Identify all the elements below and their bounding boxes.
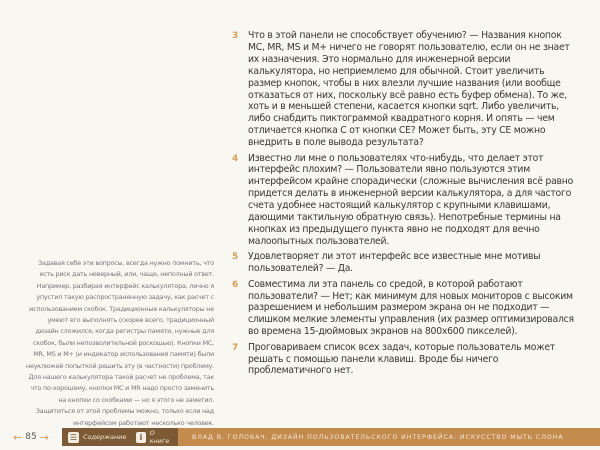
- item-number: 6: [232, 279, 239, 290]
- list-item: [232, 342, 577, 378]
- item-number: 3: [232, 31, 239, 41]
- footer-bar: [0, 428, 600, 446]
- list-item: [232, 251, 577, 275]
- item-text: Совместима ли эта панель со средой, в которой работают пользователи? — Нет; как минимум для новых мониторов с высоким разрешением и небольшим размером экрана он не подходит — слишком мелкие элементы управления (их размер оптимизировался во времена 15-дюймовых экранов на 800x600 пикселей).: [248, 278, 574, 338]
- about-button[interactable]: [136, 429, 172, 445]
- item-number: 4: [232, 153, 239, 164]
- next-page-icon[interactable]: →: [39, 430, 49, 444]
- side-note: Задавая себе эти вопросы, всегда нужно помнить, что есть риск дать неверный, или, чаще, неполный ответ. Например, разбирая интерфейс калькулятора, лично я упустил такую распространенную задачу, как расчет с использованием скобок. Традиционные калькуляторы не умеют его выполнять (скорее всего, традиционный дизайн сложился, когда регистры памяти, нужные для скобок, были непозволительной роскошью). Кнопки MC, MR, MS и M+ (и индикатор использования памяти) были неуклюжей попыткой решить эту (в частности) проблему. Для нашего калькулятора такой расчет не проблема, так что по-хорошему, кнопки MC и MR надо просто заменить на кнопки со скобками — но я этого не заметил. Защититься от этой проблемы можно, только если над интерфейсом работают несколько человек.: [26, 259, 214, 427]
- item-text: Что в этой панели не способствует обучению? — Названия кнопок MC, MR, MS и M+ ничего не говорят пользователю, если он не знает их назначения. Это нормально для инженерной версии калькулятора, но неприемлемо для обычной. Стоит увеличить размер кнопок, чтобы в них влезли лучшие названия (или вообще отказаться от них, поскольку всё равно есть буфер обмена). То же, хоть и в меньшей степени, касается кнопки sqrt. Либо увеличить, либо снабдить пиктограммой квадратного корня. И опять — чем отличается кнопка С от кнопки CE? Может быть, эту CE можно внедрить в поле вывода результата?: [248, 30, 570, 149]
- list-item: [232, 153, 577, 248]
- book-title: ВЛАД В. ГОЛОВАЧ. ДИЗАЙН ПОЛЬЗОВАТЕЛЬСКОГО ИНТЕРФЕЙСА: ИСКУССТВО МЫТЬ СЛОНА: [178, 428, 600, 446]
- item-number: 7: [232, 342, 239, 353]
- nav-buttons: [62, 428, 178, 446]
- list-item: [232, 279, 577, 339]
- prev-page-icon[interactable]: ←: [13, 430, 23, 444]
- pager: [0, 431, 62, 444]
- contents-icon: ☰: [69, 432, 78, 442]
- contents-label: Содержание: [83, 433, 127, 441]
- about-label: О книге: [149, 429, 170, 445]
- info-icon: i: [136, 432, 145, 443]
- item-text: Известно ли мне о пользователях что-нибудь, что делает этот интерфейс плохим? — Пользователи явно пользуются этим интерфейсом крайне спорадически (сложные вычисления всё равно придется делать в инженерной версии калькулятора, а для частого счета удобнее настоящий калькулятор с крупными клавишами, дающими тактильную обратную связь). Непотребные термины на кнопках из предыдущего пункта явно не подходят для вечно малоопытных пользователей.: [248, 152, 574, 247]
- main-list: [232, 30, 577, 381]
- item-text: Удовлетворяет ли этот интерфейс все известные мне мотивы пользователей? — Да.: [248, 251, 541, 275]
- contents-button[interactable]: [68, 432, 126, 443]
- item-text: Проговариваем список всех задач, которые пользователь может решать с помощью панели клавиш. Вроде бы ничего проблематичного нет.: [248, 341, 555, 377]
- page-number: 85: [25, 432, 37, 442]
- item-number: 5: [232, 252, 239, 263]
- list-item: [232, 30, 577, 149]
